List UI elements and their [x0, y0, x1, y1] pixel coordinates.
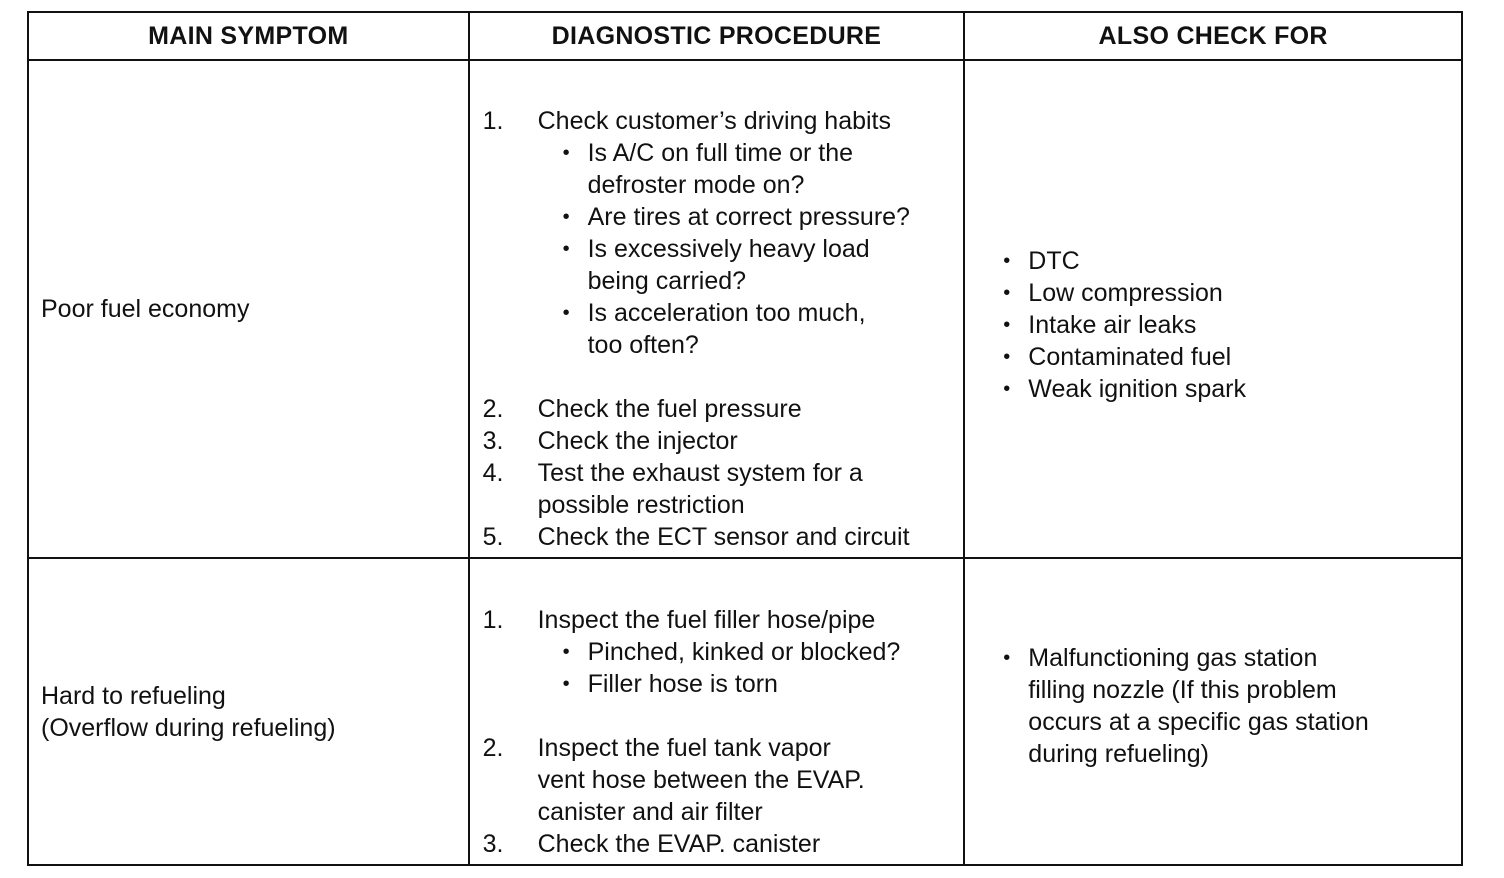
list-item: • Low compression: [1003, 278, 1223, 307]
header-diagnostic-procedure: DIAGNOSTIC PROCEDURE: [469, 12, 965, 60]
also-check-list: [1003, 642, 1461, 770]
symptom-cell: [28, 558, 469, 865]
procedure-cell: [469, 558, 965, 865]
procedure-cell: [469, 60, 965, 558]
bullet-icon: •: [562, 238, 570, 260]
bullet-icon: •: [1003, 281, 1011, 304]
list-item: • Is A/C on full time or the defroster mode on?: [562, 139, 854, 199]
table-row: [28, 558, 1462, 865]
procedure-step: 4. Test the exhaust system for a possible restriction: [482, 459, 863, 519]
also-check-cell: [964, 60, 1462, 558]
bullet-icon: •: [562, 673, 570, 695]
list-item: • Are tires at correct pressure?: [562, 203, 910, 231]
also-check-list: [1003, 245, 1461, 405]
bullet-icon: •: [562, 302, 570, 324]
procedure-step: 5. Check the ECT sensor and circuit: [482, 523, 910, 551]
list-item: • Intake air leaks: [1003, 310, 1197, 339]
procedure-step: [483, 105, 958, 137]
bullet-icon: •: [562, 142, 570, 164]
symptom-line: Hard to refueling: [41, 681, 226, 710]
also-check-cell: [964, 558, 1462, 865]
procedure-step: 2. Check the fuel pressure: [482, 395, 802, 423]
step-text: Check customer’s driving habits: [537, 107, 892, 135]
bullet-icon: •: [1003, 313, 1011, 336]
bullet-icon: •: [562, 641, 570, 663]
header-main-symptom: MAIN SYMPTOM: [28, 12, 469, 60]
sub-bullet-list: [483, 137, 958, 361]
bullet-icon: •: [1003, 345, 1011, 368]
bullet-icon: •: [1003, 646, 1011, 669]
list-item: • Is acceleration too much, too often?: [562, 299, 866, 359]
list-item: • Contaminated fuel: [1003, 342, 1232, 371]
sub-bullet-list: [483, 636, 958, 700]
symptom-cell: [28, 60, 469, 558]
list-item: • Weak ignition spark: [1003, 374, 1246, 403]
procedure-step: 3. Check the injector: [482, 427, 738, 455]
diagnostic-table: [27, 11, 1463, 866]
table-row: [28, 60, 1462, 558]
list-item: • Pinched, kinked or blocked?: [562, 638, 901, 666]
list-item: • Malfunctioning gas station filling nozzle (If this problem occurs at a specific gas station during refueling): [1003, 643, 1369, 768]
symptom-line: Poor fuel economy: [41, 295, 250, 323]
symptom-line: (Overflow during refueling): [41, 713, 336, 742]
bullet-icon: •: [1003, 377, 1011, 400]
header-also-check-for: ALSO CHECK FOR: [964, 12, 1462, 60]
header-row: [28, 12, 1462, 60]
step-number: 1.: [482, 107, 504, 135]
procedure-step: 3. Check the EVAP. canister: [482, 830, 821, 858]
list-item: • DTC: [1003, 246, 1080, 275]
procedure-step: 1. Inspect the fuel filler hose/pipe: [482, 606, 876, 634]
list-item: • Is excessively heavy load being carried?: [562, 235, 870, 295]
procedure-step: 2. Inspect the fuel tank vapor vent hose between the EVAP. canister and air filter: [482, 734, 865, 826]
bullet-icon: •: [1003, 249, 1011, 272]
list-item: • Filler hose is torn: [562, 670, 778, 698]
bullet-icon: •: [562, 206, 570, 228]
